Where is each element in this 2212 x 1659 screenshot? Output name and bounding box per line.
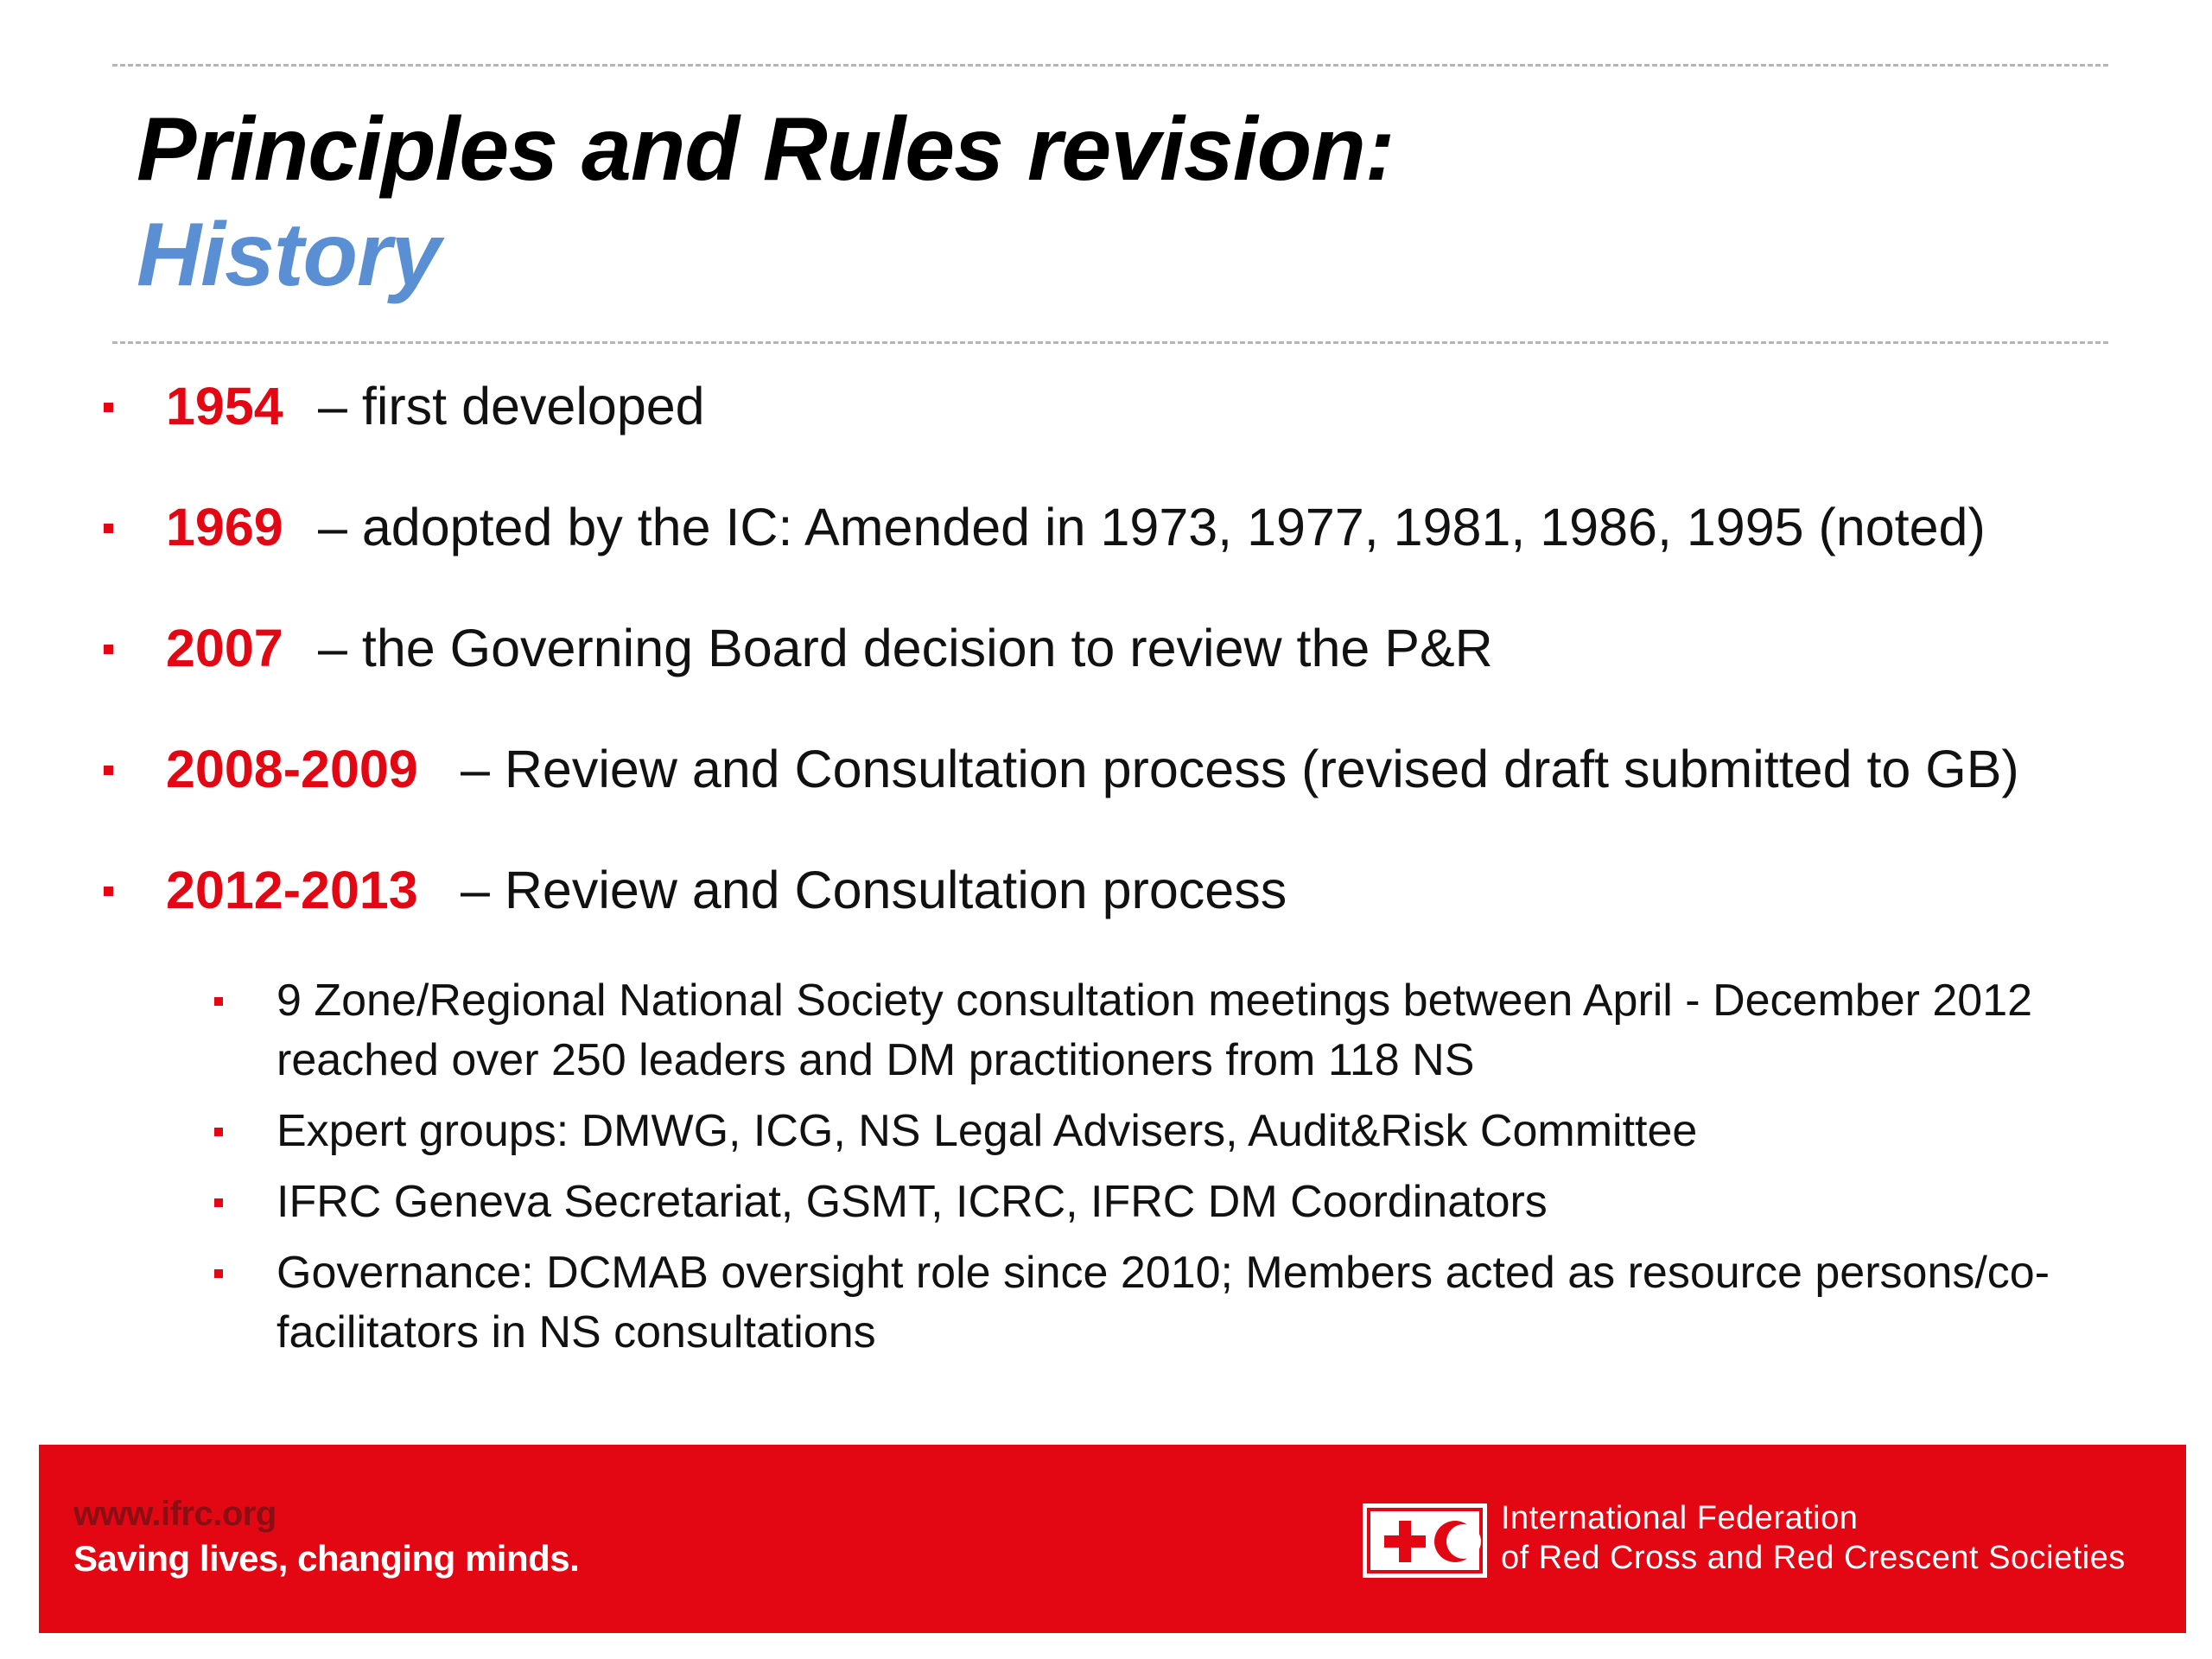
sub-item-text: Expert groups: DMWG, ICG, NS Legal Advisers, Audit&Risk Committee (276, 1106, 1698, 1156)
bullet-icon (104, 766, 113, 775)
bullet-icon (214, 1128, 223, 1136)
red-cross-crescent-emblem-icon (1363, 1503, 1487, 1578)
bullet-icon (214, 1198, 223, 1207)
title-line-2: History (137, 205, 441, 305)
emblem-svg (1365, 1506, 1484, 1575)
slide-title (137, 97, 1394, 308)
top-divider (112, 64, 2108, 67)
timeline-year: 1954 (166, 377, 283, 435)
footer-bar (39, 1445, 2186, 1633)
timeline-year: 2012-2013 (166, 861, 418, 919)
organization-name (1501, 1498, 2126, 1578)
title-divider (112, 341, 2108, 344)
footer-slogan: Saving lives, changing minds. (73, 1538, 580, 1579)
bullet-icon (104, 645, 113, 654)
timeline-text: – the Governing Board decision to review the P&R (318, 619, 1493, 677)
bullet-icon (104, 524, 113, 533)
bullet-icon (214, 1269, 223, 1278)
org-name-line-2: of Red Cross and Red Crescent Societies (1501, 1540, 2126, 1576)
timeline-year: 2007 (166, 619, 283, 677)
sub-item-text: 9 Zone/Regional National Society consultation meetings between April - December 2012 reached over 250 leaders and DM practitioners from 118 NS (276, 976, 2033, 1085)
title-line-1: Principles and Rules revision: (137, 99, 1395, 200)
timeline-text: – Review and Consultation process (461, 861, 1287, 919)
timeline-text: – first developed (318, 377, 705, 435)
timeline-text: – adopted by the IC: Amended in 1973, 1977, 1981, 1986, 1995 (noted) (318, 498, 1986, 556)
bullet-icon (104, 403, 113, 412)
org-name-line-1: International Federation (1501, 1500, 1859, 1536)
bullet-icon (214, 997, 223, 1006)
sub-item-text: IFRC Geneva Secretariat, GSMT, ICRC, IFRC DM Coordinators (276, 1177, 1548, 1227)
timeline-text: – Review and Consultation process (revised draft submitted to GB) (461, 740, 2019, 798)
timeline-year: 2008-2009 (166, 740, 418, 798)
sub-item-text: Governance: DCMAB oversight role since 2010; Members acted as resource persons/co-facilitators in NS consultations (276, 1248, 2050, 1357)
bullet-icon (104, 887, 113, 896)
footer-url[interactable]: www.ifrc.org (73, 1495, 276, 1533)
timeline-year: 1969 (166, 498, 283, 556)
